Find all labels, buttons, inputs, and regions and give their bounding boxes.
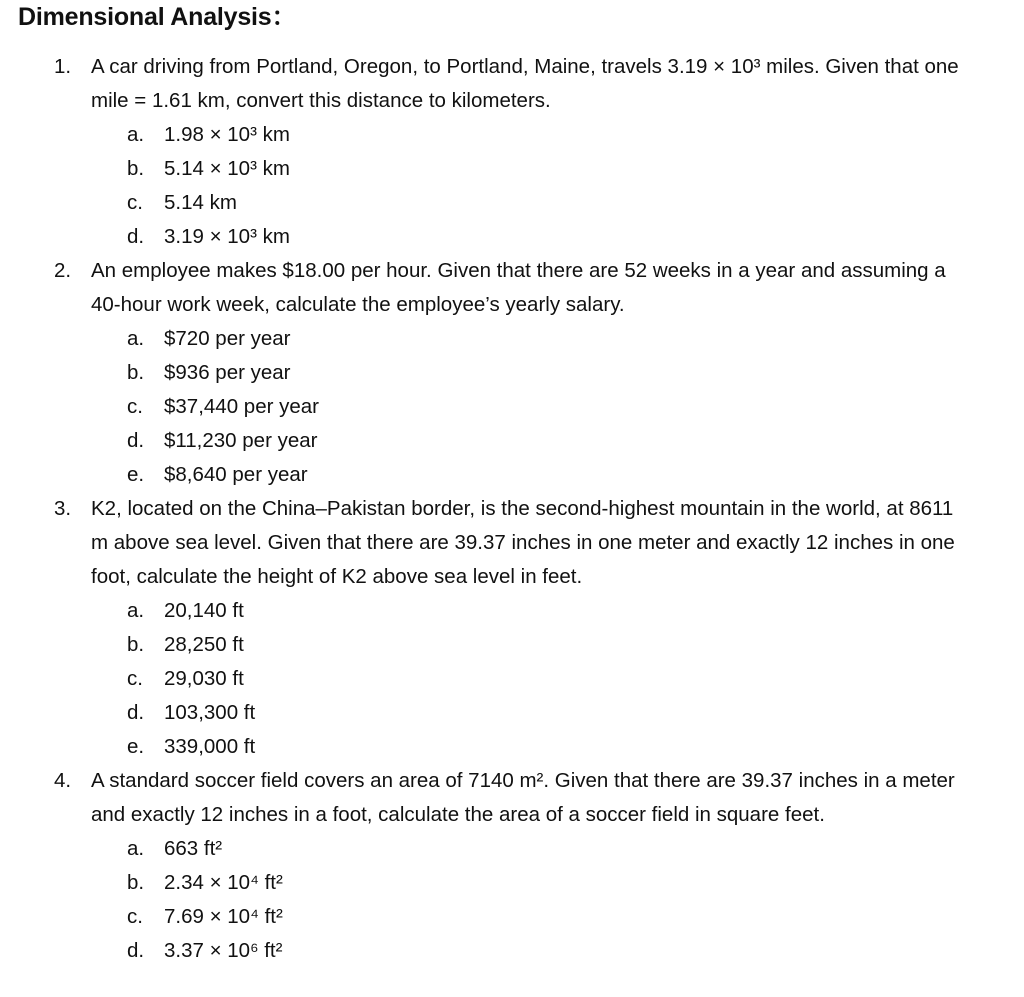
answer-option <box>0 730 1024 764</box>
question-text: A car driving from Portland, Oregon, to Portland, Maine, travels 3.19 × 10³ miles. Given that one mile = 1.61 km, convert this distance to kilometers. <box>91 55 959 112</box>
option-letter: b. <box>127 361 145 384</box>
answer-options <box>0 594 1024 764</box>
answer-options <box>0 118 1024 254</box>
answer-option <box>0 696 1024 730</box>
question-number: 3. <box>54 497 72 520</box>
option-letter: e. <box>127 463 145 486</box>
question-3 <box>0 492 1024 764</box>
option-text: $37,440 per year <box>164 395 320 418</box>
option-text: 7.69 × 10⁴ ft² <box>164 905 283 928</box>
option-letter: a. <box>127 599 145 622</box>
option-letter: b. <box>127 157 145 180</box>
question-text: K2, located on the China–Pakistan border, is the second-highest mountain in the world, at 8611 m above sea level. Given that there are 39.37 inches in one meter and exactly 12 inches in one foot, calculate the height of K2 above sea level in feet. <box>91 497 955 588</box>
option-text: 5.14 km <box>164 191 237 214</box>
option-letter: d. <box>127 429 145 452</box>
option-letter: e. <box>127 735 145 758</box>
question-text: An employee makes $18.00 per hour. Given that there are 52 weeks in a year and assuming a 40-hour work week, calculate the employee’s yearly salary. <box>91 259 946 316</box>
option-text: 339,000 ft <box>164 735 256 758</box>
option-letter: d. <box>127 939 145 962</box>
option-text: 2.34 × 10⁴ ft² <box>164 871 283 894</box>
option-letter: c. <box>127 905 143 928</box>
answer-options <box>0 832 1024 968</box>
answer-option <box>0 594 1024 628</box>
option-text: 1.98 × 10³ km <box>164 123 290 146</box>
option-text: 3.37 × 10⁶ ft² <box>164 939 283 962</box>
option-letter: b. <box>127 871 145 894</box>
question-4 <box>0 764 1024 968</box>
option-text: 28,250 ft <box>164 633 244 656</box>
option-letter: a. <box>127 837 145 860</box>
option-text: 3.19 × 10³ km <box>164 225 290 248</box>
answer-option <box>0 186 1024 220</box>
answer-option <box>0 934 1024 968</box>
option-text: $720 per year <box>164 327 291 350</box>
option-letter: c. <box>127 395 143 418</box>
answer-option <box>0 866 1024 900</box>
answer-option <box>0 424 1024 458</box>
option-text: $8,640 per year <box>164 463 308 486</box>
option-text: 29,030 ft <box>164 667 244 690</box>
option-text: 103,300 ft <box>164 701 256 724</box>
option-letter: d. <box>127 225 145 248</box>
answer-option <box>0 118 1024 152</box>
answer-option <box>0 390 1024 424</box>
question-number: 4. <box>54 769 72 792</box>
answer-option <box>0 322 1024 356</box>
answer-option <box>0 152 1024 186</box>
question-number: 1. <box>54 55 72 78</box>
answer-option <box>0 628 1024 662</box>
option-text: $936 per year <box>164 361 291 384</box>
option-letter: c. <box>127 191 143 214</box>
question-2 <box>0 254 1024 492</box>
option-letter: a. <box>127 327 145 350</box>
answer-option <box>0 220 1024 254</box>
option-text: 5.14 × 10³ km <box>164 157 290 180</box>
question-text: A standard soccer field covers an area of 7140 m². Given that there are 39.37 inches in a meter and exactly 12 inches in a foot, calculate the area of a soccer field in square feet. <box>91 769 955 826</box>
option-text: $11,230 per year <box>164 429 318 452</box>
answer-option <box>0 458 1024 492</box>
question-list <box>0 50 1024 968</box>
option-letter: a. <box>127 123 145 146</box>
option-letter: c. <box>127 667 143 690</box>
option-text: 20,140 ft <box>164 599 244 622</box>
question-number: 2. <box>54 259 72 282</box>
option-text: 663 ft² <box>164 837 223 860</box>
option-letter: b. <box>127 633 145 656</box>
answer-option <box>0 900 1024 934</box>
answer-option <box>0 662 1024 696</box>
page-title: Dimensional Analysis： <box>18 3 297 31</box>
answer-option <box>0 832 1024 866</box>
question-1 <box>0 50 1024 254</box>
answer-options <box>0 322 1024 492</box>
option-letter: d. <box>127 701 145 724</box>
answer-option <box>0 356 1024 390</box>
